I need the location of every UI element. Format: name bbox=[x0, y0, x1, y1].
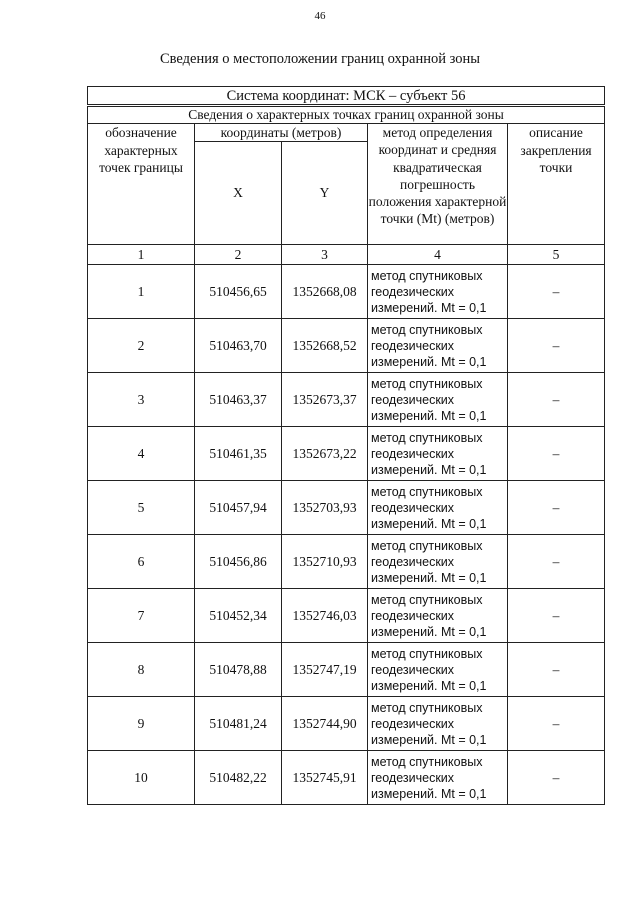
header-coordinates: координаты (метров) bbox=[195, 124, 368, 142]
header-description: описание закрепления точки bbox=[508, 124, 605, 245]
y-coordinate-cell: 1352746,03 bbox=[282, 589, 368, 643]
table-row bbox=[88, 319, 605, 373]
description-cell: – bbox=[508, 373, 605, 427]
description-cell: – bbox=[508, 427, 605, 481]
x-coordinate-cell: 510456,65 bbox=[195, 265, 282, 319]
table-row bbox=[88, 643, 605, 697]
table-row bbox=[88, 697, 605, 751]
description-cell: – bbox=[508, 481, 605, 535]
table-row bbox=[88, 373, 605, 427]
x-coordinate-cell: 510463,70 bbox=[195, 319, 282, 373]
y-coordinate-cell: 1352747,19 bbox=[282, 643, 368, 697]
x-coordinate-cell: 510452,34 bbox=[195, 589, 282, 643]
y-coordinate-cell: 1352710,93 bbox=[282, 535, 368, 589]
x-coordinate-cell: 510461,35 bbox=[195, 427, 282, 481]
header-designation: обозначение характерных точек границы bbox=[88, 124, 195, 245]
table-row bbox=[88, 751, 605, 805]
y-coordinate-cell: 1352673,37 bbox=[282, 373, 368, 427]
page-number: 46 bbox=[314, 10, 326, 22]
x-coordinate-cell: 510463,37 bbox=[195, 373, 282, 427]
column-number: 3 bbox=[282, 245, 368, 265]
header-method: метод определения координат и средняя квадратическая погрешность положения характерной точки (Mt) (метров) bbox=[368, 124, 508, 245]
method-cell: метод спутниковых геодезических измерений. Mt = 0,1 bbox=[368, 319, 508, 373]
x-coordinate-cell: 510457,94 bbox=[195, 481, 282, 535]
point-number-cell: 7 bbox=[88, 589, 195, 643]
header-x: X bbox=[195, 142, 282, 245]
method-cell: метод спутниковых геодезических измерений. Mt = 0,1 bbox=[368, 481, 508, 535]
column-number: 5 bbox=[508, 245, 605, 265]
coordinate-system-header: Система координат: МСК – субъект 56 bbox=[88, 87, 605, 106]
table-subtitle: Сведения о характерных точках границ охранной зоны bbox=[88, 106, 605, 124]
method-cell: метод спутниковых геодезических измерений. Mt = 0,1 bbox=[368, 265, 508, 319]
method-cell: метод спутниковых геодезических измерений. Mt = 0,1 bbox=[368, 373, 508, 427]
table-row bbox=[88, 481, 605, 535]
description-cell: – bbox=[508, 319, 605, 373]
method-cell: метод спутниковых геодезических измерений. Mt = 0,1 bbox=[368, 589, 508, 643]
point-number-cell: 10 bbox=[88, 751, 195, 805]
description-cell: – bbox=[508, 697, 605, 751]
description-cell: – bbox=[508, 265, 605, 319]
y-coordinate-cell: 1352668,52 bbox=[282, 319, 368, 373]
y-coordinate-cell: 1352745,91 bbox=[282, 751, 368, 805]
x-coordinate-cell: 510478,88 bbox=[195, 643, 282, 697]
method-cell: метод спутниковых геодезических измерений. Mt = 0,1 bbox=[368, 643, 508, 697]
description-cell: – bbox=[508, 643, 605, 697]
point-number-cell: 4 bbox=[88, 427, 195, 481]
header-y: Y bbox=[282, 142, 368, 245]
page-title: Сведения о местоположении границ охранной зоны bbox=[159, 51, 480, 67]
table-row bbox=[88, 427, 605, 481]
point-number-cell: 5 bbox=[88, 481, 195, 535]
x-coordinate-cell: 510456,86 bbox=[195, 535, 282, 589]
y-coordinate-cell: 1352673,22 bbox=[282, 427, 368, 481]
column-number: 2 bbox=[195, 245, 282, 265]
method-cell: метод спутниковых геодезических измерений. Mt = 0,1 bbox=[368, 751, 508, 805]
y-coordinate-cell: 1352703,93 bbox=[282, 481, 368, 535]
y-coordinate-cell: 1352744,90 bbox=[282, 697, 368, 751]
column-number: 4 bbox=[368, 245, 508, 265]
table-row bbox=[88, 589, 605, 643]
method-cell: метод спутниковых геодезических измерений. Mt = 0,1 bbox=[368, 427, 508, 481]
description-cell: – bbox=[508, 589, 605, 643]
point-number-cell: 2 bbox=[88, 319, 195, 373]
description-cell: – bbox=[508, 535, 605, 589]
x-coordinate-cell: 510481,24 bbox=[195, 697, 282, 751]
point-number-cell: 9 bbox=[88, 697, 195, 751]
table-row bbox=[88, 265, 605, 319]
table-row bbox=[88, 535, 605, 589]
point-number-cell: 8 bbox=[88, 643, 195, 697]
point-number-cell: 1 bbox=[88, 265, 195, 319]
point-number-cell: 3 bbox=[88, 373, 195, 427]
method-cell: метод спутниковых геодезических измерений. Mt = 0,1 bbox=[368, 535, 508, 589]
x-coordinate-cell: 510482,22 bbox=[195, 751, 282, 805]
column-number: 1 bbox=[88, 245, 195, 265]
description-cell: – bbox=[508, 751, 605, 805]
point-number-cell: 6 bbox=[88, 535, 195, 589]
y-coordinate-cell: 1352668,08 bbox=[282, 265, 368, 319]
method-cell: метод спутниковых геодезических измерений. Mt = 0,1 bbox=[368, 697, 508, 751]
boundary-points-table bbox=[87, 86, 605, 805]
